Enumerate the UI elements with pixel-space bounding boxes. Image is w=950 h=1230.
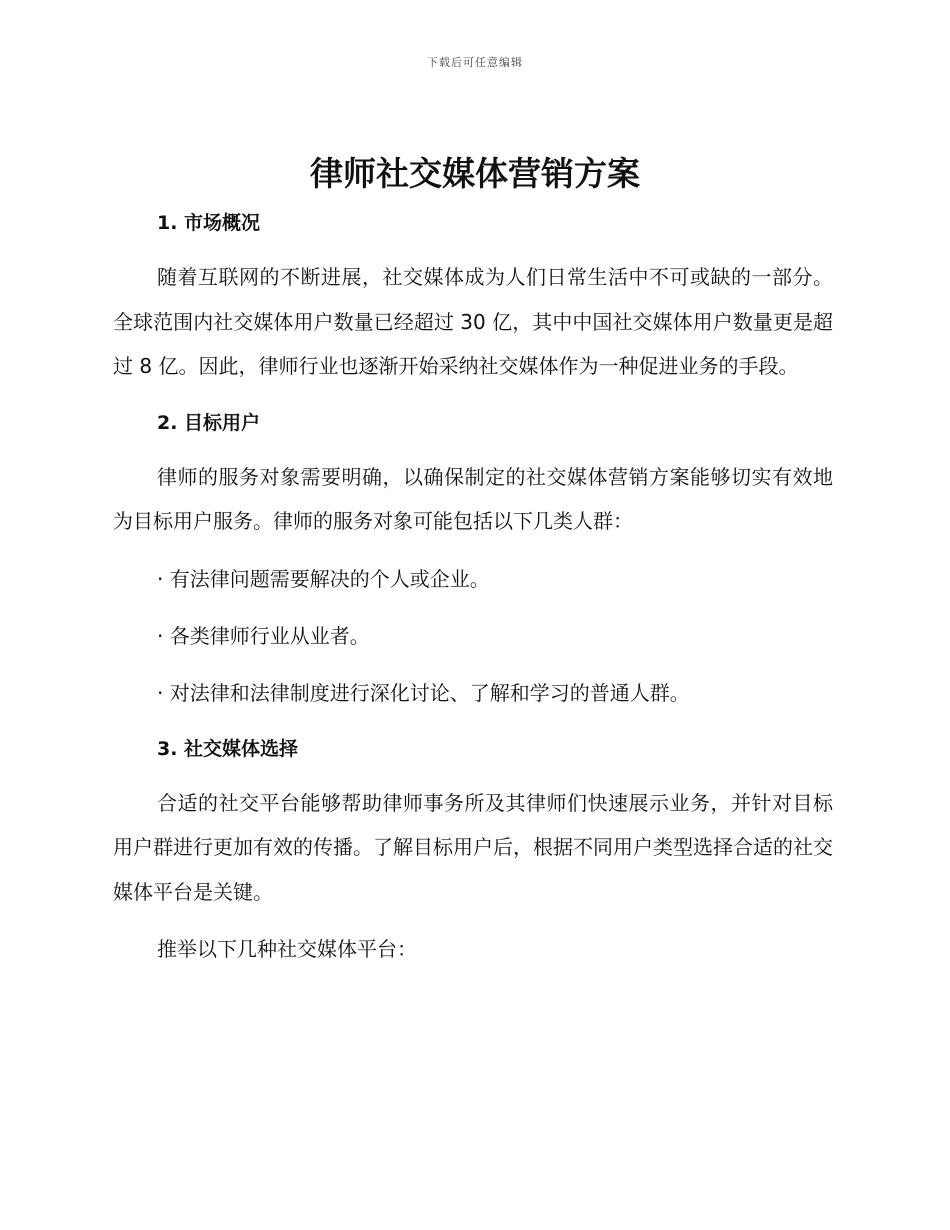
paragraph-platform-choice: 合适的社交平台能够帮助律师事务所及其律师们快速展示业务，并针对目标用户群进行更加有效的传播。了解目标用户后，根据不同用户类型选择合适的社交媒体平台是关键。 — [113, 790, 833, 904]
list-item: · 各类律师行业从业者。 — [157, 623, 370, 648]
list-item: · 有法律问题需要解决的个人或企业。 — [157, 566, 490, 591]
paragraph-target-users: 律师的服务对象需要明确，以确保制定的社交媒体营销方案能够切实有效地为目标用户服务。律师的服务对象可能包括以下几类人群： — [113, 464, 833, 533]
list-item: · 对法律和法律制度进行深化讨论、了解和学习的普通人群。 — [157, 680, 690, 705]
paragraph-market-overview: 随着互联网的不断进展，社交媒体成为人们日常生活中不可或缺的一部分。全球范围内社交媒体用户数量已经超过 30 亿，其中中国社交媒体用户数量更是超过 8 亿。因此，律师行业也逐渐开始采纳社交媒体作为一种促进业务的手段。 — [113, 265, 833, 378]
document-body — [113, 203, 833, 972]
section-heading-target-users: 2. 目标用户 — [157, 411, 261, 434]
paragraph-platform-recommend: 推举以下几种社交媒体平台： — [157, 937, 417, 961]
document-title: 律师社交媒体营销方案 — [310, 154, 640, 193]
header-note: 下载后可任意编辑 — [427, 56, 523, 69]
section-heading-market: 1. 市场概况 — [157, 212, 261, 234]
section-heading-platform-choice: 3. 社交媒体选择 — [157, 737, 299, 760]
